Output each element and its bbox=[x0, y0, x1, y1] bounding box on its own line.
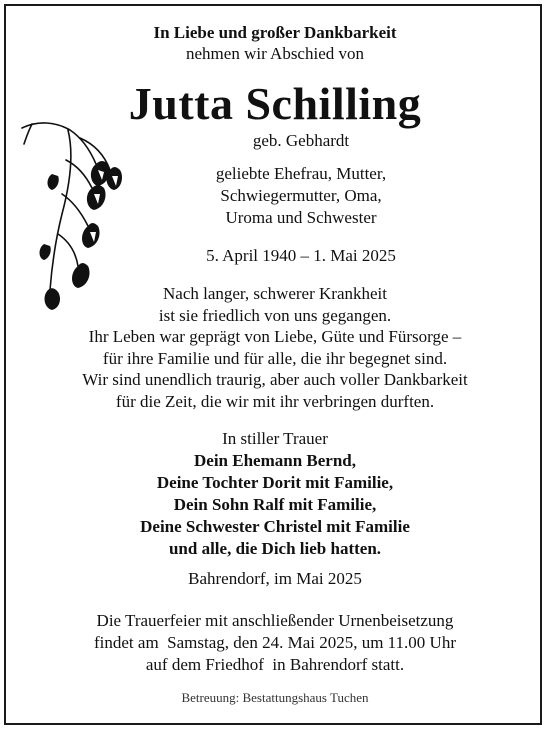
roles-block bbox=[26, 163, 550, 229]
mourning-heading: In stiller Trauer bbox=[222, 429, 328, 448]
mourner-line: Deine Schwester Christel mit Familie bbox=[140, 517, 410, 536]
life-dates: 5. April 1940 – 1. Mai 2025 bbox=[206, 246, 396, 265]
place-date: Bahrendorf, im Mai 2025 bbox=[188, 569, 362, 588]
mourner-line: Dein Ehemann Bernd, bbox=[194, 451, 356, 470]
deceased-name: Jutta Schilling bbox=[128, 78, 422, 129]
tribute-line: Wir sind unendlich traurig, aber auch voller Dankbarkeit bbox=[82, 370, 468, 390]
intro-block bbox=[0, 22, 550, 64]
mourner-line: Dein Sohn Ralf mit Familie, bbox=[173, 495, 377, 514]
tribute-text bbox=[0, 283, 550, 413]
tribute-line: für die Zeit, die wir mit ihr verbringen durften. bbox=[115, 391, 435, 411]
role-line: Uroma und Schwester bbox=[225, 208, 377, 227]
funeral-home-credit: Betreuung: Bestattungshaus Tuchen bbox=[181, 690, 369, 705]
tribute-line: Ihr Leben war geprägt von Liebe, Güte und Fürsorge – bbox=[88, 327, 462, 347]
role-line: geliebte Ehefrau, Mutter, bbox=[215, 164, 387, 183]
service-block bbox=[0, 610, 550, 676]
service-line: auf dem Friedhof in Bahrendorf statt. bbox=[145, 655, 405, 674]
role-line: Schwiegermutter, Oma, bbox=[220, 186, 382, 205]
service-line: Die Trauerfeier mit anschließender Urnenbeisetzung bbox=[96, 611, 454, 630]
mourner-line: und alle, die Dich lieb hatten. bbox=[168, 539, 382, 558]
intro-line-1: In Liebe und großer Dankbarkeit bbox=[153, 23, 397, 42]
service-line: findet am Samstag, den 24. Mai 2025, um 11.00 Uhr bbox=[94, 633, 456, 652]
tribute-line: für ihre Familie und für alle, die ihr begegnet sind. bbox=[102, 348, 448, 368]
tribute-line: Nach langer, schwerer Krankheit bbox=[163, 284, 387, 303]
mourners-block bbox=[0, 428, 550, 560]
mourner-line: Deine Tochter Dorit mit Familie, bbox=[156, 473, 394, 492]
tribute-line: ist sie friedlich von uns gegangen. bbox=[158, 305, 392, 325]
intro-line-2: nehmen wir Abschied von bbox=[186, 44, 364, 63]
birth-name: geb. Gebhardt bbox=[252, 131, 350, 150]
